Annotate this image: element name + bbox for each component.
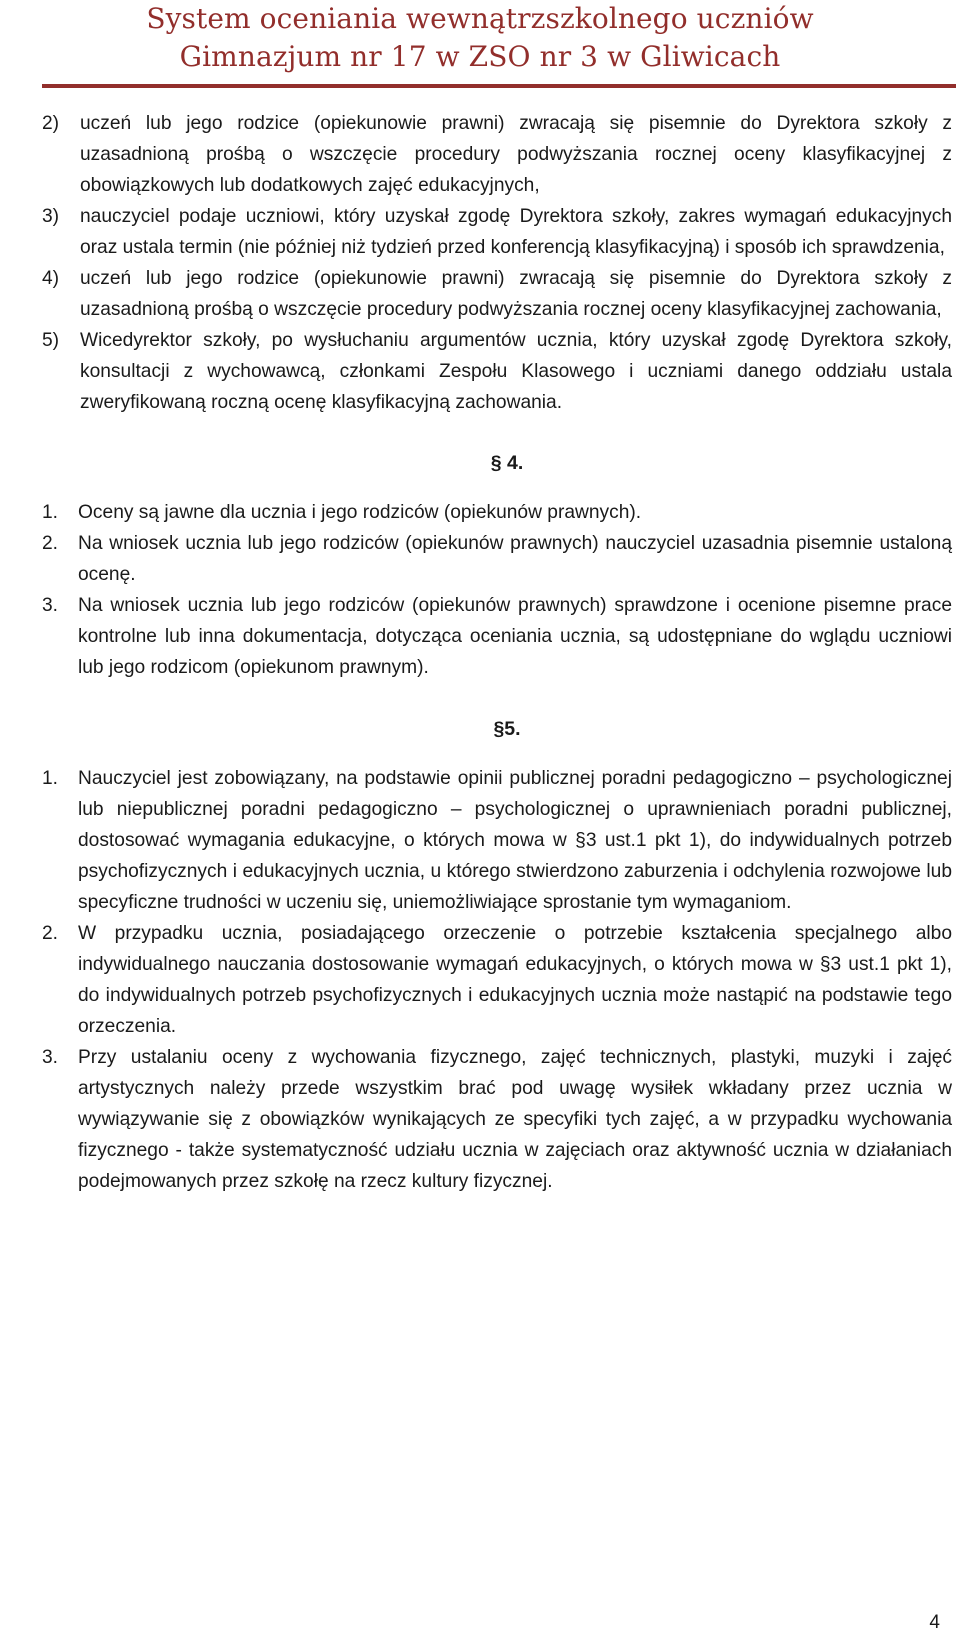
list-item-number: 3.	[42, 1047, 59, 1068]
list-item	[42, 763, 952, 918]
header-title-line1: System oceniania wewnątrzszkolnego uczniów	[146, 2, 814, 35]
list-item-number: 4)	[42, 268, 60, 289]
list-item-number: 5)	[42, 330, 60, 351]
list-item	[42, 325, 952, 418]
list-item	[42, 497, 952, 528]
list-item-text: nauczyciel podaje uczniowi, który uzyskał zgodę Dyrektora szkoły, zakres wymagań edukacyjnych oraz ustala termin (nie później niż tydzień przed konferencją klasyfikacyjną) i sposób ich sprawdzenia,	[80, 206, 952, 258]
page-number: 4	[929, 1612, 940, 1633]
list-item-number: 2.	[42, 533, 59, 554]
list-item-text: uczeń lub jego rodzice (opiekunowie prawni) zwracają się pisemnie do Dyrektora szkoły z uzasadnioną prośbą o wszczęcie procedury podwyższania rocznej oceny klasyfikacyjnej z obowiązkowych lub dodatkowych zajęć edukacyjnych,	[80, 113, 952, 196]
header-divider	[42, 84, 956, 88]
list-item	[42, 590, 952, 683]
list-item-number: 2.	[42, 923, 59, 944]
list-item	[42, 201, 952, 263]
list-item-text: Wicedyrektor szkoły, po wysłuchaniu argumentów ucznia, który uzyskał zgodę Dyrektora szkoły, konsultacji z wychowawcą, członkami Zespołu Klasowego i uczniami danego oddziału ustala zweryfikowaną roczną ocenę klasyfikacyjną zachowania.	[80, 330, 952, 413]
section-5-title: §5.	[493, 718, 521, 740]
list-item	[42, 528, 952, 590]
list-item	[42, 1042, 952, 1197]
list-item-number: 3.	[42, 595, 59, 616]
sub-item-list	[42, 108, 952, 418]
list-item-text: Przy ustalaniu oceny z wychowania fizycznego, zajęć technicznych, plastyki, muzyki i zajęć artystycznych należy przede wszystkim brać pod uwagę wysiłek wkładany przez ucznia w wywiązywanie się z obowiązków wynikających ze specyfiki tych zajęć, a w przypadku wychowania fizycznego - także systematyczność udziału ucznia w zajęciach oraz aktywność ucznia w działaniach podejmowanych przez szkołę na rzecz kultury fizycznej.	[78, 1047, 952, 1192]
list-item-number: 1.	[42, 768, 59, 789]
section-5-list	[42, 763, 952, 1197]
document-body	[42, 108, 952, 1197]
list-item-text: uczeń lub jego rodzice (opiekunowie prawni) zwracają się pisemnie do Dyrektora szkoły z uzasadnioną prośbą o wszczęcie procedury podwyższania rocznej oceny klasyfikacyjnej zachowania,	[80, 268, 952, 320]
section-4-title: § 4.	[490, 452, 524, 474]
list-item-number: 3)	[42, 206, 60, 227]
header-title-line2: Gimnazjum nr 17 w ZSO nr 3 w Gliwicach	[179, 40, 781, 73]
list-item	[42, 263, 952, 325]
list-item	[42, 918, 952, 1042]
list-item-number: 1.	[42, 502, 59, 523]
section-4-list	[42, 497, 952, 683]
list-item-text: W przypadku ucznia, posiadającego orzeczenie o potrzebie kształcenia specjalnego albo indywidualnego nauczania dostosowanie wymagań edukacyjnych, o których mowa w §3 ust.1 pkt 1), do indywidualnych potrzeb psychofizycznych i edukacyjnych ucznia może nastąpić na podstawie tego orzeczenia.	[78, 923, 952, 1037]
list-item	[42, 108, 952, 201]
list-item-text: Na wniosek ucznia lub jego rodziców (opiekunów prawnych) nauczyciel uzasadnia pisemnie ustaloną ocenę.	[78, 533, 952, 585]
list-item-text: Na wniosek ucznia lub jego rodziców (opiekunów prawnych) sprawdzone i ocenione pisemne prace kontrolne lub inna dokumentacja, dotycząca oceniania ucznia, są udostępniane do wglądu uczniowi lub jego rodzicom (opiekunom prawnym).	[78, 595, 952, 678]
page-header	[0, 0, 960, 76]
list-item-text: Oceny są jawne dla ucznia i jego rodziców (opiekunów prawnych).	[78, 502, 642, 523]
list-item-text: Nauczyciel jest zobowiązany, na podstawie opinii publicznej poradni pedagogiczno – psychologicznej lub niepublicznej poradni pedagogiczno – psychologicznej o uprawnieniach poradni publicznej, dostosować wymagania edukacyjne, o których mowa w §3 ust.1 pkt 1), do indywidualnych potrzeb psychofizycznych i edukacyjnych ucznia, u którego stwierdzono zaburzenia i odchylenia rozwojowe lub specyficzne trudności w uczeniu się, uniemożliwiające sprostanie tym wymaganiom.	[78, 768, 952, 913]
list-item-number: 2)	[42, 113, 60, 134]
